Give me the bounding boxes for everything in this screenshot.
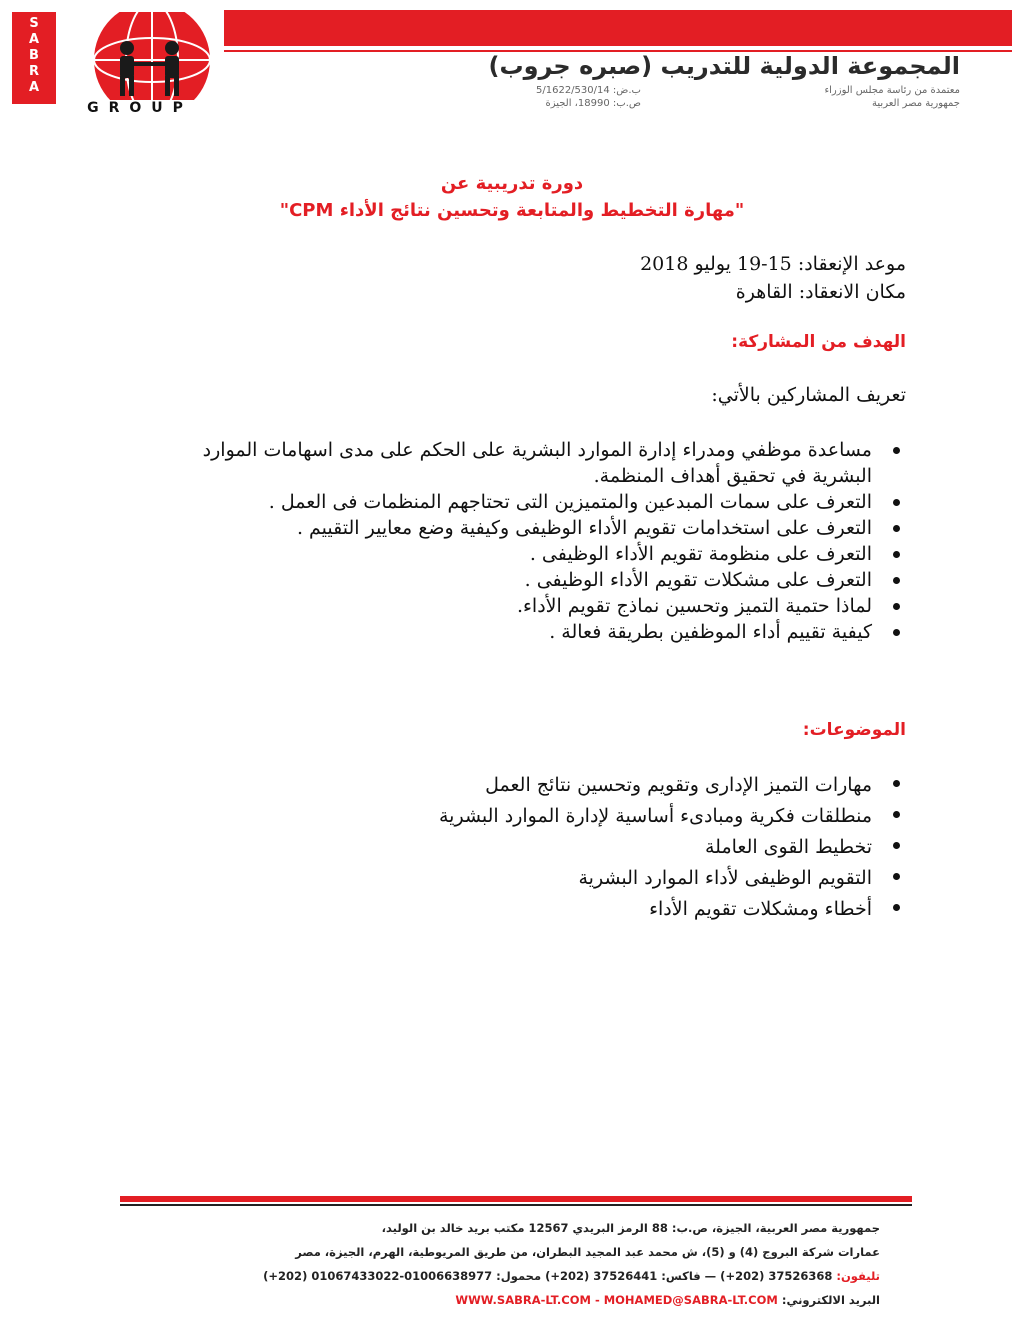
- list-item: منطلقات فكرية ومبادىء أساسية لإدارة الموارد البشرية: [439, 801, 906, 832]
- footer-phones: [263, 1264, 880, 1288]
- course-title-line2: "مهارة التخطيط والمتابعة وتحسين نتائج الأداء CPM": [279, 200, 745, 221]
- list-item: لماذا حتمية التميز وتحسين نماذج تقويم الأداء.: [146, 593, 906, 619]
- list-item: مساعدة موظفي ومدراء إدارة الموارد البشرية على الحكم على مدى اسهامات الموارد البشرية في تحقيق أهداف المنظمة.: [146, 437, 906, 489]
- objective-list: [146, 437, 906, 645]
- list-item: كيفية تقييم أداء الموظفين بطريقة فعالة .: [146, 619, 906, 645]
- course-date: موعد الإنعقاد: 15-19 يوليو 2018: [640, 253, 906, 275]
- logo-group-text: GROUP: [87, 100, 193, 116]
- list-item: أخطاء ومشكلات تقويم الأداء: [439, 894, 906, 925]
- course-meta: [640, 250, 906, 306]
- accreditation-text: معتمدة من رئاسة مجلس الوزراء: [824, 85, 960, 96]
- footer-address-1: جمهورية مصر العربية، الجيزة، ص.ب: 88 الرمز البريدي 12567 مكتب بريد خالد بن الوليد،: [381, 1221, 880, 1235]
- footer-red-bar: [120, 1196, 912, 1202]
- email-label: البريد الالكتروني:: [781, 1293, 880, 1307]
- course-title: [0, 170, 1024, 224]
- organization-accreditation: [824, 84, 960, 110]
- organization-registration: [536, 84, 641, 110]
- footer-contact: [263, 1216, 880, 1312]
- footer-divider: [120, 1204, 912, 1206]
- course-place: مكان الانعقاد: القاهرة: [735, 281, 906, 303]
- list-item: التعرف على استخدامات تقويم الأداء الوظيفى وكيفية وضع معايير التقييم .: [146, 515, 906, 541]
- phone-label: تليفون:: [836, 1269, 880, 1283]
- list-item: تخطيط القوى العاملة: [439, 832, 906, 863]
- header-red-bar: [224, 10, 1012, 46]
- letterhead: [0, 0, 1024, 125]
- list-item: التعرف على منظومة تقويم الأداء الوظيفى .: [146, 541, 906, 567]
- topics-list: [439, 770, 906, 925]
- country-text: جمهورية مصر العربية: [872, 98, 960, 109]
- list-item: التعرف على سمات المبدعين والمتميزين التى تحتاجهم المنظمات فى العمل .: [146, 489, 906, 515]
- objective-heading: الهدف من المشاركة:: [731, 332, 906, 352]
- po-box: ص.ب: 18990، الجيزة: [545, 98, 641, 109]
- website-email: WWW.SABRA-LT.COM - MOHAMED@SABRA-LT.COM: [455, 1293, 778, 1307]
- registration-number: ب.ض: 5/1622/530/14: [536, 85, 641, 96]
- logo-sabra-text: SABRA: [28, 16, 40, 95]
- phone-numbers: 37526368 (202+) — فاكس: 37526441 (202+) محمول: 01006638977-01067433022 (202+): [263, 1269, 833, 1283]
- topics-heading: الموضوعات:: [802, 720, 906, 740]
- list-item: مهارات التميز الإدارى وتقويم وتحسين نتائج العمل: [439, 770, 906, 801]
- organization-name: المجموعة الدولية للتدريب (صبره جروب): [488, 52, 960, 80]
- objective-intro: تعريف المشاركين بالأتي:: [711, 384, 906, 406]
- list-item: التعرف على مشكلات تقويم الأداء الوظيفى .: [146, 567, 906, 593]
- footer-email: [263, 1288, 880, 1312]
- logo-vertical-text: [14, 16, 54, 96]
- list-item: التقويم الوظيفى لأداء الموارد البشرية: [439, 863, 906, 894]
- course-title-line1: دورة تدريبية عن: [440, 173, 584, 194]
- footer-address-2: عمارات شركة البروج (4) و (5)، ش محمد عبد المجيد البطران، من طريق المريوطية، الهرم، الجيزة، مصر: [295, 1245, 880, 1259]
- sabra-group-logo: [12, 12, 222, 120]
